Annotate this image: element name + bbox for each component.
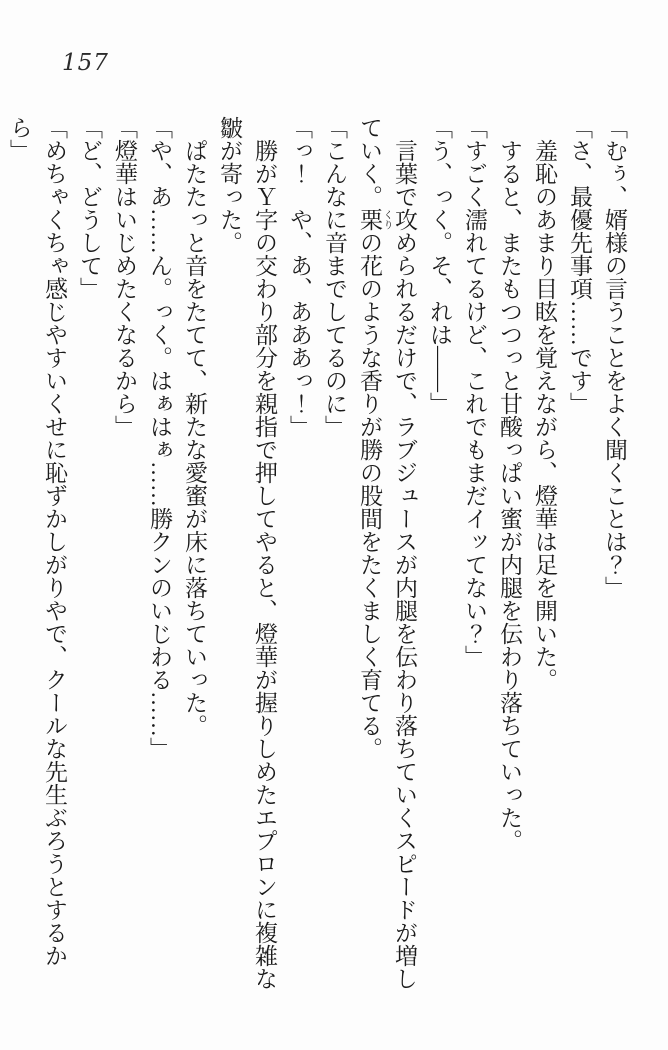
paragraph	[2, 116, 72, 996]
paragraph	[317, 116, 352, 996]
text-run: 言葉で攻められるだけで、ラブジュースが内腿を伝わり落ちていくスピードが増していく。	[357, 116, 417, 990]
text-run: 「すごく濡れてるけど、これでもまだイッてない？」	[462, 116, 487, 668]
text-run: 「っ！ や、あ、あああっ！」	[287, 116, 312, 438]
paragraph	[457, 116, 492, 996]
text-run: 羞恥のあまり目眩を覚えながら、燈華は足を開いた。	[532, 139, 557, 691]
paragraph	[492, 116, 527, 996]
text-run: 「燈華はいじめたくなるから」	[112, 116, 137, 438]
text-run: 「こんなに音までしてるのに」	[322, 116, 347, 438]
text-run: 「ど、どうして」	[77, 116, 102, 300]
paragraph	[107, 116, 142, 996]
paragraph	[352, 116, 422, 996]
paragraph	[597, 116, 632, 996]
paragraph	[282, 116, 317, 996]
text-run: 「めちゃくちゃ感じやすいくせに恥ずかしがりやで、クールな先生ぶろうとするから	[7, 116, 67, 967]
paragraph	[562, 116, 597, 996]
paragraph	[72, 116, 107, 996]
text-run: すると、またもつつっと甘酸っぱい蜜が内腿を伝わり落ちていった。	[497, 139, 522, 852]
paragraph	[177, 116, 212, 996]
page-number: 157	[62, 50, 109, 76]
hanging-punctuation: 」	[7, 139, 32, 162]
text-run: の花のような香りが勝の股間をたくましく育てる。	[357, 231, 382, 760]
furigana: くり	[381, 208, 392, 231]
text-run: 「う、っく。そ、れは――」	[427, 116, 452, 415]
paragraph	[527, 116, 562, 996]
text-run: 勝がＹ字の交わり部分を親指で押してやると、燈華が握りしめたエプロンに複雑な皺が寄った。	[217, 116, 277, 990]
paragraph	[422, 116, 457, 996]
text-run: 「さ、最優先事項……です」	[567, 116, 592, 415]
text-run: 「むぅ、婿様の言うことをよく聞くことは？」	[602, 116, 627, 599]
paragraph	[212, 116, 282, 996]
text-run: 「や、あ……ん。っく。はぁはぁ……勝クンのいじわる……」	[147, 116, 172, 760]
text-run: ぱたたっと音をたてて、新たな愛蜜が床に落ちていった。	[182, 139, 207, 737]
vertical-text-block	[2, 116, 632, 996]
ruby-annotated-text: 栗 くり	[357, 208, 392, 231]
paragraph	[142, 116, 177, 996]
